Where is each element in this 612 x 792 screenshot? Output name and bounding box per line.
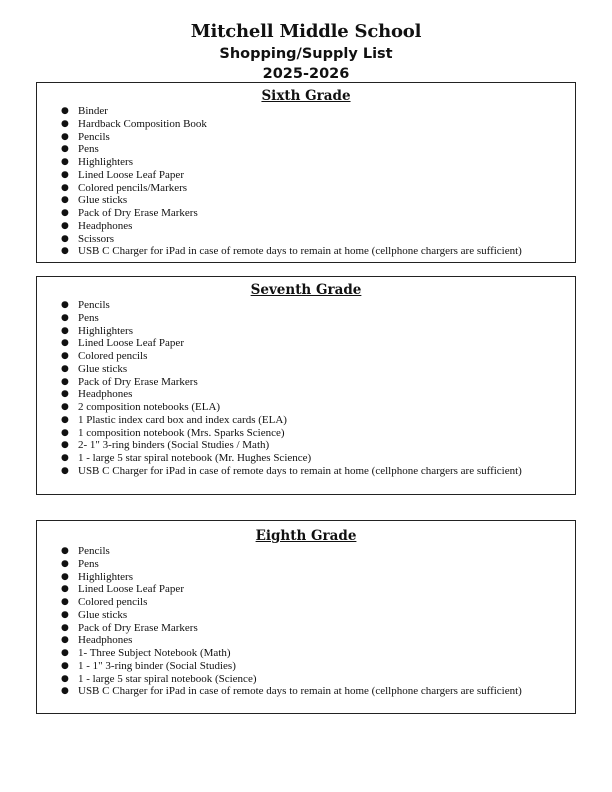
eighth-grade-section — [36, 520, 576, 714]
list-item — [37, 388, 575, 401]
seventh-grade-section — [36, 276, 576, 495]
list-item — [37, 169, 575, 182]
bullet-icon: ● — [61, 622, 69, 633]
bullet-icon: ● — [61, 686, 69, 697]
item-text: Pack of Dry Erase Markers — [78, 207, 198, 219]
item-text: Binder — [78, 105, 108, 117]
list-item — [37, 452, 575, 465]
list-item — [37, 131, 575, 144]
item-text: USB C Charger for iPad in case of remote days to remain at home (cellphone chargers are sufficient) — [78, 464, 522, 477]
list-item — [37, 325, 575, 338]
list-item — [37, 376, 575, 389]
item-text: Pack of Dry Erase Markers — [78, 621, 198, 634]
bullet-icon: ● — [61, 427, 69, 438]
list-item — [37, 143, 575, 156]
item-text: Pens — [78, 143, 99, 156]
list-item — [37, 571, 575, 584]
bullet-icon: ● — [61, 597, 69, 607]
item-text: Pens — [78, 557, 99, 570]
item-text: Glue sticks — [78, 194, 128, 207]
item-text: Glue sticks — [78, 608, 128, 621]
item-text: Pencils — [78, 545, 110, 557]
item-text: Lined Loose Leaf Paper — [78, 337, 184, 350]
bullet-icon: ● — [61, 363, 69, 374]
list-item — [37, 439, 575, 452]
bullet-icon: ● — [61, 233, 69, 244]
item-text: Pack of Dry Erase Markers — [78, 375, 198, 388]
list-item — [37, 363, 575, 376]
list-item — [37, 156, 575, 169]
item-text: Glue sticks — [78, 362, 128, 375]
bullet-icon: ● — [61, 440, 69, 451]
bullet-icon: ● — [61, 558, 69, 569]
list-item — [37, 647, 575, 660]
list-item — [37, 220, 575, 233]
bullet-icon: ● — [61, 220, 69, 231]
item-text: Highlighters — [78, 324, 133, 337]
item-text: Lined Loose Leaf Paper — [78, 583, 184, 596]
bullet-icon: ● — [61, 648, 69, 658]
list-item — [37, 465, 575, 478]
bullet-icon: ● — [61, 312, 69, 323]
bullet-icon: ● — [61, 144, 69, 155]
bullet-icon: ● — [61, 376, 69, 387]
list-item — [37, 660, 575, 673]
list-item — [37, 558, 575, 571]
list-item — [37, 685, 575, 698]
list-item — [37, 609, 575, 622]
item-text: USB C Charger for iPad in case of remote days to remain at home (cellphone chargers are sufficient) — [78, 245, 522, 258]
school-name: Mitchell Middle School — [190, 21, 422, 42]
bullet-icon: ● — [61, 157, 69, 167]
bullet-icon: ● — [61, 673, 69, 684]
bullet-icon: ● — [61, 465, 69, 476]
list-item — [37, 194, 575, 207]
bullet-icon: ● — [61, 414, 69, 425]
supply-list — [37, 299, 575, 478]
bullet-icon: ● — [61, 546, 69, 556]
list-item — [37, 245, 575, 258]
bullet-icon: ● — [61, 338, 69, 349]
bullet-icon: ● — [61, 106, 69, 116]
list-item — [37, 596, 575, 609]
bullet-icon: ● — [61, 584, 69, 595]
supply-list — [37, 105, 575, 258]
item-text: Headphones — [78, 388, 133, 401]
item-text: Lined Loose Leaf Paper — [78, 168, 184, 181]
item-text: Highlighters — [78, 156, 133, 168]
item-text: 1 - large 5 star spiral notebook (Science) — [78, 672, 257, 685]
item-text: Colored pencils/Markers — [78, 181, 188, 194]
bullet-icon: ● — [61, 325, 69, 336]
item-text: Scissors — [78, 232, 115, 245]
item-text: Pencils — [78, 130, 110, 143]
item-text: 1 - large 5 star spiral notebook (Mr. Hughes Science) — [78, 452, 312, 464]
bullet-icon: ● — [61, 351, 69, 361]
bullet-icon: ● — [61, 246, 69, 257]
bullet-icon: ● — [61, 182, 69, 193]
bullet-icon: ● — [61, 195, 69, 206]
item-text: 2- 1" 3-ring binders (Social Studies / Math) — [78, 439, 270, 452]
list-item — [37, 207, 575, 220]
supply-list — [37, 545, 575, 698]
bullet-icon: ● — [61, 208, 69, 218]
bullet-icon: ● — [61, 131, 69, 142]
item-text: Pencils — [78, 299, 110, 311]
list-item — [37, 233, 575, 246]
list-item — [37, 312, 575, 325]
list-item — [37, 350, 575, 363]
list-item — [37, 673, 575, 686]
item-text: Pens — [78, 311, 99, 324]
list-item — [37, 182, 575, 195]
section-title: Sixth Grade — [261, 88, 351, 104]
list-item — [37, 545, 575, 558]
bullet-icon: ● — [61, 118, 69, 129]
list-item — [37, 622, 575, 635]
bullet-icon: ● — [61, 635, 69, 646]
school-year: 2025-2026 — [262, 66, 350, 82]
bullet-icon: ● — [61, 402, 69, 412]
item-text: 1- Three Subject Notebook (Math) — [78, 647, 231, 659]
list-item — [37, 634, 575, 647]
list-item — [37, 299, 575, 312]
bullet-icon: ● — [61, 300, 69, 310]
item-text: Colored pencils — [78, 596, 148, 608]
list-item — [37, 337, 575, 350]
list-item — [37, 401, 575, 414]
section-title: Eighth Grade — [255, 528, 357, 544]
item-text: Headphones — [78, 634, 133, 647]
item-text: 2 composition notebooks (ELA) — [78, 401, 221, 413]
item-text: Headphones — [78, 219, 133, 232]
bullet-icon: ● — [61, 609, 69, 620]
bullet-icon: ● — [61, 571, 69, 582]
bullet-icon: ● — [61, 660, 69, 671]
item-text: USB C Charger for iPad in case of remote days to remain at home (cellphone chargers are sufficient) — [78, 685, 522, 698]
sixth-grade-section — [36, 82, 576, 263]
section-title: Seventh Grade — [250, 282, 362, 298]
list-item — [37, 105, 575, 118]
item-text: Hardback Composition Book — [78, 117, 207, 130]
item-text: Highlighters — [78, 570, 133, 583]
list-item — [37, 427, 575, 440]
bullet-icon: ● — [61, 453, 69, 463]
list-item — [37, 583, 575, 596]
bullet-icon: ● — [61, 169, 69, 180]
page-header — [0, 20, 612, 84]
list-item — [37, 118, 575, 131]
list-title: Shopping/Supply List — [219, 46, 393, 62]
item-text: 1 composition notebook (Mrs. Sparks Science) — [78, 426, 285, 439]
bullet-icon: ● — [61, 389, 69, 400]
list-item — [37, 414, 575, 427]
item-text: 1 - 1" 3-ring binder (Social Studies) — [78, 659, 236, 672]
item-text: 1 Plastic index card box and index cards (ELA) — [78, 413, 287, 426]
item-text: Colored pencils — [78, 350, 148, 362]
